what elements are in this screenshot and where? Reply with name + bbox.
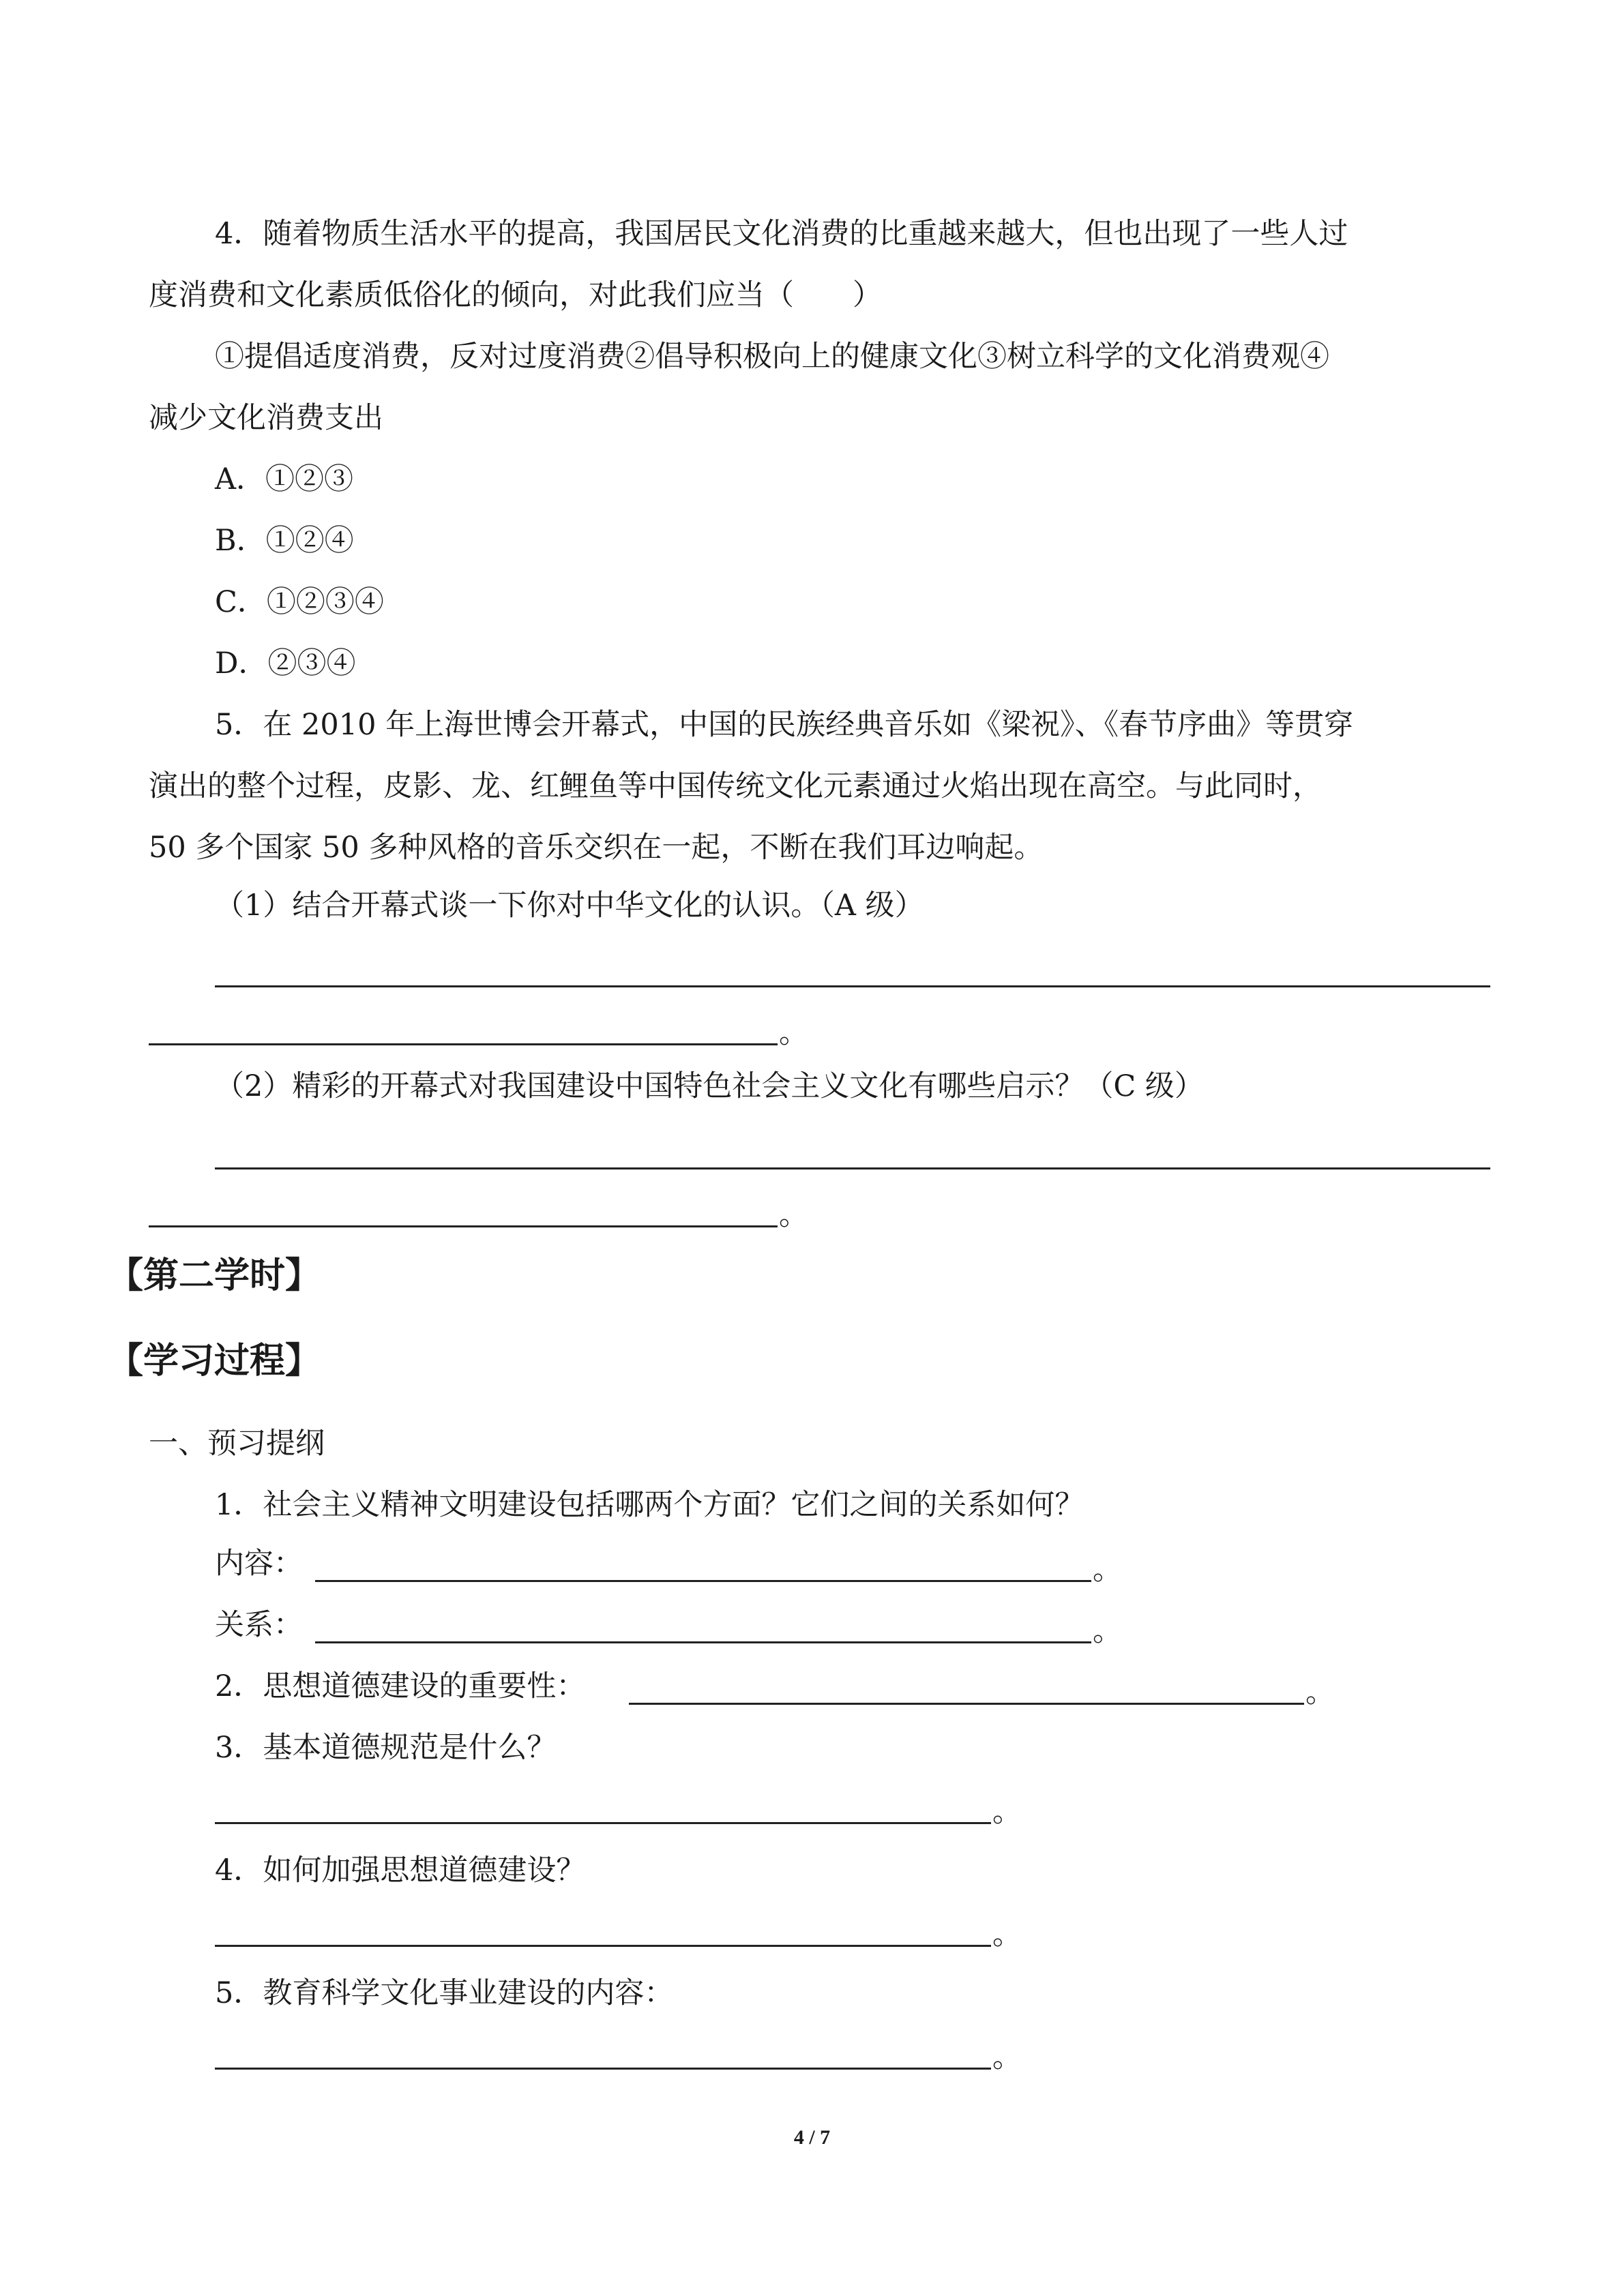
q4-option-a: A．①②③ — [215, 462, 354, 496]
q5-sub-1: （1）结合开幕式谈一下你对中华文化的认识。（A 级） — [215, 889, 924, 923]
outline-q1: 1．社会主义精神文明建设包括哪两个方面？它们之间的关系如何？ — [215, 1488, 1084, 1522]
q4-items-line-2: 减少文化消费支出 — [149, 401, 383, 435]
period-mark: 。 — [779, 1198, 808, 1232]
outline-title: 一、预习提纲 — [149, 1427, 325, 1461]
period-mark: 。 — [992, 2040, 1022, 2074]
answer-line[interactable] — [215, 1167, 1490, 1169]
outline-q3: 3．基本道德规范是什么？ — [215, 1731, 557, 1765]
period-heading: 【第二学时】 — [108, 1255, 321, 1296]
q4-option-c: C．①②③④ — [215, 585, 384, 619]
answer-line[interactable] — [315, 1580, 1091, 1582]
q4-line-1: 4．随着物质生活水平的提高，我国居民文化消费的比重越来越大，但也出现了一些人过 — [215, 217, 1348, 251]
content-label: 内容： — [215, 1547, 303, 1581]
q4-option-d: D．②③④ — [215, 646, 356, 681]
period-mark: 。 — [992, 1918, 1022, 1952]
answer-line[interactable] — [149, 1225, 778, 1227]
outline-q4: 4．如何加强思想道德建设？ — [215, 1853, 586, 1888]
period-mark: 。 — [992, 1795, 1022, 1829]
outline-q2: 2．思想道德建设的重要性： — [215, 1669, 586, 1703]
q5-line-1: 5．在 2010 年上海世博会开幕式，中国的民族经典音乐如《梁祝》、《春节序曲》等贯穿 — [215, 708, 1354, 742]
q4-option-b: B．①②④ — [215, 524, 354, 558]
page-number: 4 / 7 — [793, 2126, 831, 2149]
outline-q5: 5．教育科学文化事业建设的内容： — [215, 1976, 674, 2010]
q5-line-3: 50 多个国家 50 多种风格的音乐交织在一起，不断在我们耳边响起。 — [149, 831, 1044, 865]
period-mark: 。 — [1305, 1675, 1335, 1710]
relation-label: 关系： — [215, 1608, 303, 1642]
period-mark: 。 — [1093, 1553, 1122, 1587]
answer-line[interactable] — [215, 1945, 991, 1947]
q5-line-2: 演出的整个过程，皮影、龙、红鲤鱼等中国传统文化元素通过火焰出现在高空。与此同时， — [149, 769, 1322, 803]
period-mark: 。 — [779, 1016, 808, 1050]
answer-line[interactable] — [215, 2068, 991, 2070]
q4-line-2: 度消费和文化素质低俗化的倾向，对此我们应当（ ） — [149, 278, 882, 312]
q5-sub-2: （2）精彩的开幕式对我国建设中国特色社会主义文化有哪些启示？（C 级） — [215, 1069, 1204, 1103]
answer-line[interactable] — [315, 1641, 1091, 1643]
q4-items-line-1: ①提倡适度消费，反对过度消费②倡导积极向上的健康文化③树立科学的文化消费观④ — [215, 340, 1329, 374]
answer-line[interactable] — [149, 1043, 778, 1045]
answer-line[interactable] — [629, 1703, 1304, 1705]
process-heading: 【学习过程】 — [108, 1341, 321, 1382]
period-mark: 。 — [1093, 1614, 1122, 1648]
answer-line[interactable] — [215, 985, 1490, 987]
answer-line[interactable] — [215, 1822, 991, 1824]
